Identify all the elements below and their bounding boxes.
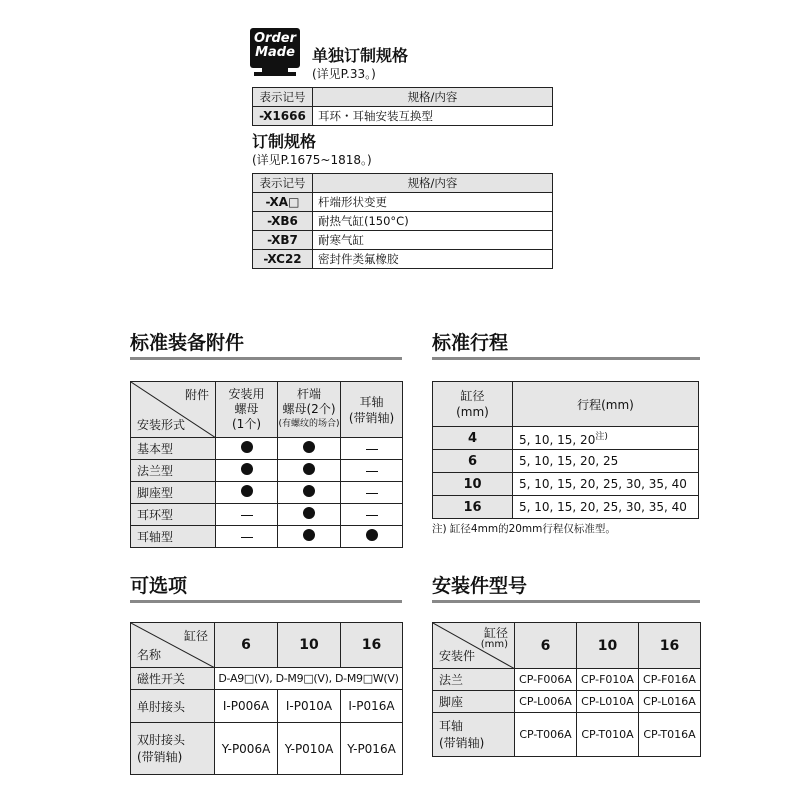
table-row [433, 427, 699, 450]
not-included-mark [366, 515, 378, 516]
table-row [131, 482, 403, 504]
order-made-header-desc: 规格/内容 [313, 88, 553, 107]
part-number: I-P006A [215, 690, 278, 723]
order-made-table [252, 87, 553, 126]
table-row [131, 690, 403, 723]
mount-type-label: 脚座型 [131, 482, 216, 504]
mount-title-bar [432, 600, 700, 603]
corner-bottom-label: 安装形式 [137, 418, 186, 432]
table-row [253, 107, 553, 126]
table-row [131, 723, 403, 775]
order-made-title: 单独订制规格 [312, 46, 409, 65]
corner-bottom-label: 安装件 [439, 649, 476, 663]
bore-header: 10 [577, 623, 639, 669]
table-row [253, 250, 553, 269]
part-number: CP-F010A [577, 669, 639, 691]
corner-top-label: 缸径 [183, 629, 208, 643]
corner-top-label: 附件 [184, 388, 209, 402]
order-made-subtitle: (详见P.33。) [312, 67, 376, 81]
custom-title: 订制规格 [252, 132, 317, 151]
mount-table [432, 622, 701, 757]
table-row [433, 496, 699, 519]
table-row [253, 193, 553, 212]
bore-header: 16 [639, 623, 701, 669]
order-made-header-code: 表示记号 [253, 88, 313, 107]
part-number: I-P016A [341, 690, 403, 723]
accessories-col-trunnion: 耳轴 (带销轴) [341, 382, 403, 438]
part-number: CP-L006A [515, 691, 577, 713]
stroke-table [432, 381, 699, 519]
options-title: 可选项 [130, 575, 188, 597]
spec-desc: 耐寒气缸 [313, 231, 553, 250]
table-row [253, 212, 553, 231]
accessories-corner-cell [131, 382, 216, 438]
included-mark [303, 507, 315, 519]
option-name: 磁性开关 [131, 668, 215, 690]
stroke-values: 5, 10, 15, 20, 25, 30, 35, 40 [513, 496, 699, 519]
table-row [131, 504, 403, 526]
not-included-mark [366, 493, 378, 494]
part-number: CP-T010A [577, 713, 639, 757]
not-included-mark [241, 537, 253, 538]
table-row [131, 460, 403, 482]
table-row [131, 668, 403, 690]
table-row [433, 473, 699, 496]
mount-name: 耳轴 (带销轴) [433, 713, 515, 757]
stroke-values: 5, 10, 15, $20^{注)}$ [513, 427, 699, 450]
mount-type-label: 耳环型 [131, 504, 216, 526]
spec-desc: 杆端形状变更 [313, 193, 553, 212]
stroke-values: 5, 10, 15, 20, 25 [513, 450, 699, 473]
included-mark [241, 441, 253, 453]
part-number: CP-T016A [639, 713, 701, 757]
included-mark [241, 463, 253, 475]
order-made-badge [250, 28, 304, 76]
spec-code: -XB6 [253, 212, 313, 231]
mount-title: 安装件型号 [432, 575, 528, 597]
option-name: 单肘接头 [131, 690, 215, 723]
custom-header-desc: 规格/内容 [313, 174, 553, 193]
not-included-mark [366, 449, 378, 450]
mount-type-label: 法兰型 [131, 460, 216, 482]
table-row [433, 691, 701, 713]
not-included-mark [241, 515, 253, 516]
part-number: I-P010A [278, 690, 341, 723]
accessories-title-bar [130, 357, 402, 360]
accessories-col-rod-nut: 杆端 螺母(2个) (有螺纹的场合) [278, 382, 341, 438]
spec-code: -XC22 [253, 250, 313, 269]
bore-size: 4 [433, 427, 513, 450]
part-number: Y-P006A [215, 723, 278, 775]
table-row [131, 526, 403, 548]
bore-size: 16 [433, 496, 513, 519]
spec-code: -XA□ [253, 193, 313, 212]
stroke-title-bar [432, 357, 700, 360]
included-mark [303, 485, 315, 497]
corner-top-label: 缸径 (mm) [480, 626, 508, 650]
badge-line-2: Made [255, 45, 295, 60]
part-number: Y-P016A [341, 723, 403, 775]
accessories-table [130, 381, 403, 548]
mount-name: 法兰 [433, 669, 515, 691]
custom-header-code: 表示记号 [253, 174, 313, 193]
bore-header: 10 [278, 623, 341, 668]
mount-type-label: 耳轴型 [131, 526, 216, 548]
bore-size: 10 [433, 473, 513, 496]
stroke-header-stroke: 行程(mm) [513, 382, 699, 427]
options-table [130, 622, 403, 775]
stroke-header-bore: 缸径 (mm) [433, 382, 513, 427]
table-row [131, 438, 403, 460]
stroke-title: 标准行程 [432, 332, 509, 354]
included-mark [303, 441, 315, 453]
note-marker: 注) [595, 432, 608, 442]
part-number: CP-L010A [577, 691, 639, 713]
spec-desc: 耳环・耳轴安装互换型 [313, 107, 553, 126]
switch-models: D-A9□(V), D-M9□(V), D-M9□W(V) [215, 668, 403, 690]
bore-header: 6 [515, 623, 577, 669]
mount-type-label: 基本型 [131, 438, 216, 460]
table-row [433, 713, 701, 757]
included-mark [303, 463, 315, 475]
included-mark [303, 529, 315, 541]
part-number: CP-F006A [515, 669, 577, 691]
custom-subtitle: (详见P.1675~1818。) [252, 153, 372, 167]
bore-header: 6 [215, 623, 278, 668]
table-row [433, 669, 701, 691]
stroke-note: 注) 缸径4mm的20mm行程仅标准型。 [432, 523, 616, 535]
corner-bottom-label: 名称 [137, 648, 162, 662]
spec-desc: 密封件类氟橡胶 [313, 250, 553, 269]
part-number: CP-F016A [639, 669, 701, 691]
badge-line-1: Order [254, 31, 296, 46]
spec-desc: 耐热气缸(150°C) [313, 212, 553, 231]
part-number: CP-T006A [515, 713, 577, 757]
spec-code: -XB7 [253, 231, 313, 250]
options-title-bar [130, 600, 402, 603]
bore-size: 6 [433, 450, 513, 473]
mount-corner-cell [433, 623, 515, 669]
included-mark [366, 529, 378, 541]
spec-code: -X1666 [253, 107, 313, 126]
accessories-col-mount-nut: 安装用 螺母 (1个) [216, 382, 278, 438]
bore-header: 16 [341, 623, 403, 668]
accessories-title: 标准装备附件 [130, 332, 245, 354]
not-included-mark [366, 471, 378, 472]
custom-table [252, 173, 553, 269]
table-row [433, 450, 699, 473]
mount-name: 脚座 [433, 691, 515, 713]
part-number: Y-P010A [278, 723, 341, 775]
stroke-values: 5, 10, 15, 20, 25, 30, 35, 40 [513, 473, 699, 496]
table-row [253, 231, 553, 250]
part-number: CP-L016A [639, 691, 701, 713]
options-corner-cell [131, 623, 215, 668]
option-name: 双肘接头 (带销轴) [131, 723, 215, 775]
included-mark [241, 485, 253, 497]
